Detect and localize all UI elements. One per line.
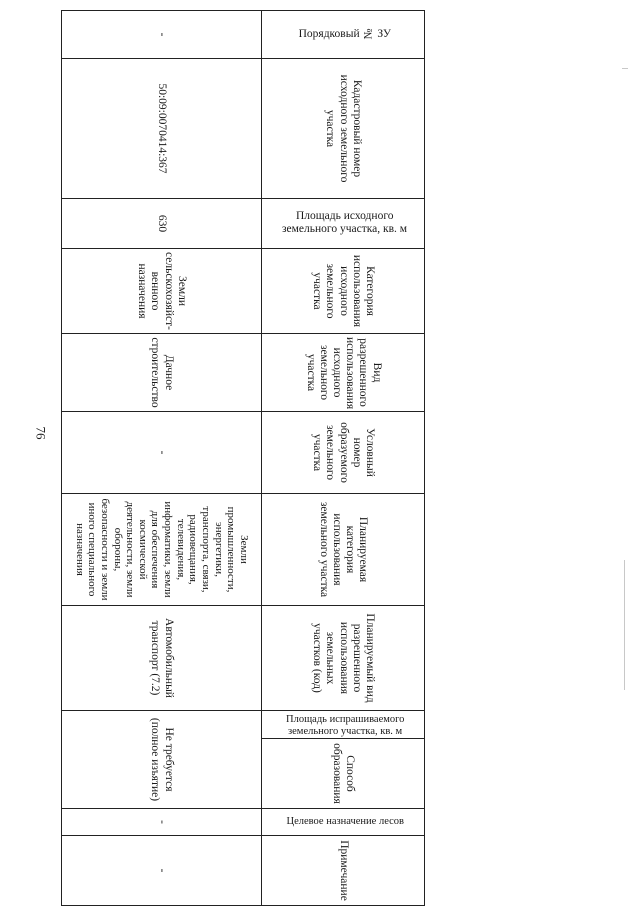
header-planned-use: Планируемый вид разрешенного использования земельных участков (код) [262,606,425,711]
cell-cond-number: - [62,412,262,494]
header-permitted-src: Вид разрешенного использования исходного земельного участка [262,334,425,412]
table-header-row [262,11,425,906]
header-cadastral: Кадастровый номер исходного земельного участка [262,59,425,199]
cell-seq: - [62,11,262,59]
cell-category-src: Земли сельскохозяйст-венного назначения [62,249,262,334]
land-plot-table [61,10,425,906]
cell-forest: - [62,809,262,836]
header-seq: Порядковый № ЗУ [262,11,425,59]
header-cond-number: Условный номер образуемого земельного участка [262,412,425,494]
header-category-src: Категория использования исходного земельного участка [262,249,425,334]
header-method: Способ образования [262,739,425,809]
table-row [62,11,262,906]
scan-artifact [624,560,625,690]
rotated-table-wrapper [70,10,425,901]
header-area-requested: Площадь испрашиваемого земельного участка, кв. м [262,711,425,739]
header-note: Примечание [262,836,425,906]
cell-planned-use: Автомобильный транспорт (7.2) [62,606,262,711]
cell-planned-category: Земли промышленности, энергетики, транспорта, связи, радиовещания, телевидения, информатики, земли для обеспечения космической деятельности, земли обороны, безопасности и земли иного специального назначения [62,494,262,606]
cell-method: Не требуется (полное изъятие) [62,711,262,809]
scan-artifact [622,68,628,69]
header-area-src: Площадь исходного земельного участка, кв. м [262,199,425,249]
page-number: 76 [33,426,49,440]
cell-area-src: 630 [62,199,262,249]
header-planned-category: Планируемая категория использования земельного участка [262,494,425,606]
cell-cadastral: 50:09:0070414:367 [62,59,262,199]
header-forest: Целевое назначение лесов [262,809,425,836]
cell-permitted-src: Дачное строительство [62,334,262,412]
cell-note: - [62,836,262,906]
